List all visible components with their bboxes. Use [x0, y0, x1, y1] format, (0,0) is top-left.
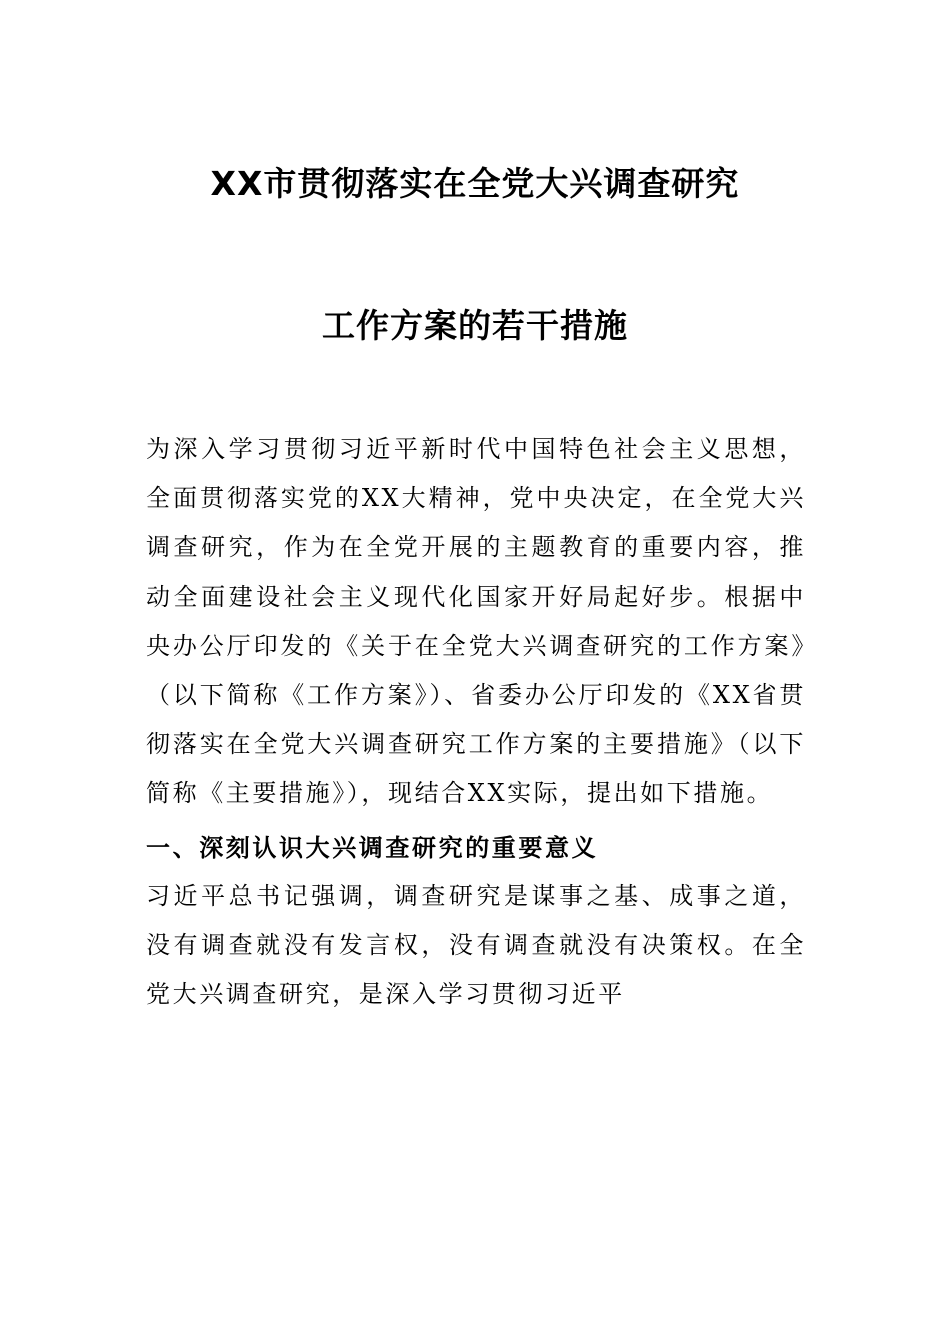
section-1-paragraph: 习近平总书记强调，调查研究是谋事之基、成事之道，没有调查就没有发言权，没有调查就没有决策权。在全党大兴调查研究，是深入学习贯彻习近平 [146, 882, 806, 1009]
section-heading-1: 一、深刻认识大兴调查研究的重要意义 [146, 833, 599, 862]
document-title-line-1: XX市贯彻落实在全党大兴调查研究 [210, 164, 740, 203]
document-title-line-2: 工作方案的若干措施 [322, 306, 628, 345]
intro-paragraph: 为深入学习贯彻习近平新时代中国特色社会主义思想，全面贯彻落实党的XX大精神，党中央决定，在全党大兴调查研究，作为在全党开展的主题教育的重要内容，推动全面建设社会主义现代化国家开好局起好步。根据中央办公厅印发的《关于在全党大兴调查研究的工作方案》（以下简称《工作方案》）、省委办公厅印发的《XX省贯彻落实在全党大兴调查研究工作方案的主要措施》（以下简称《主要措施》），现结合XX实际，提出如下措施。 [146, 435, 806, 808]
